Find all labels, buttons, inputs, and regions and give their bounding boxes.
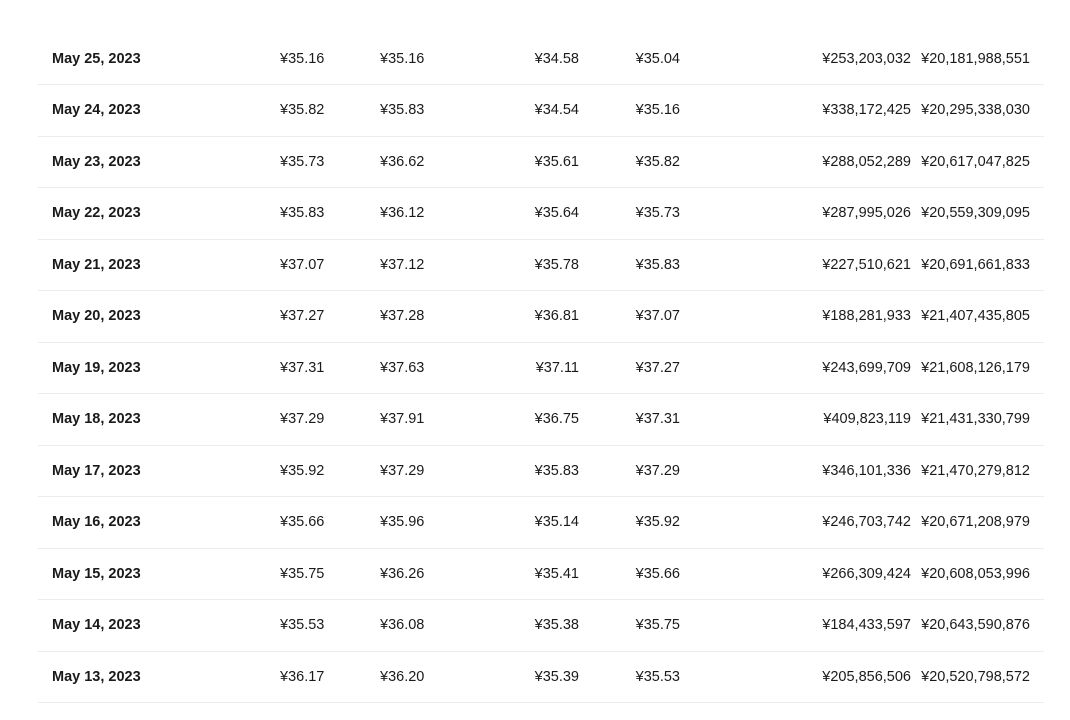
table-row	[38, 600, 1044, 652]
high-price-cell: ¥35.16	[366, 33, 466, 85]
high-price-cell: ¥37.29	[366, 445, 466, 497]
open-price-cell: ¥37.27	[266, 291, 366, 343]
low-price-cell: ¥35.61	[466, 136, 579, 188]
table-row	[38, 548, 1044, 600]
high-price-cell: ¥37.63	[366, 342, 466, 394]
date-cell: May 24, 2023	[38, 85, 266, 137]
market-cap-cell: ¥20,691,661,833	[911, 239, 1044, 291]
open-price-cell: ¥37.31	[266, 342, 366, 394]
open-price-cell: ¥35.75	[266, 548, 366, 600]
volume-cell: ¥338,172,425	[680, 85, 911, 137]
date-cell: May 14, 2023	[38, 600, 266, 652]
close-price-cell: ¥37.31	[579, 394, 680, 446]
volume-cell: ¥184,433,597	[680, 600, 911, 652]
high-price-cell: ¥37.28	[366, 291, 466, 343]
low-price-cell: ¥37.11	[466, 342, 579, 394]
table-body	[38, 33, 1044, 703]
close-price-cell: ¥35.83	[579, 239, 680, 291]
close-price-cell: ¥35.73	[579, 188, 680, 240]
close-price-cell: ¥35.92	[579, 497, 680, 549]
close-price-cell: ¥35.53	[579, 651, 680, 703]
high-price-cell: ¥36.62	[366, 136, 466, 188]
volume-cell: ¥243,699,709	[680, 342, 911, 394]
market-cap-cell: ¥20,617,047,825	[911, 136, 1044, 188]
open-price-cell: ¥35.92	[266, 445, 366, 497]
date-cell: May 21, 2023	[38, 239, 266, 291]
open-price-cell: ¥35.16	[266, 33, 366, 85]
market-cap-cell: ¥21,470,279,812	[911, 445, 1044, 497]
open-price-cell: ¥37.29	[266, 394, 366, 446]
market-cap-cell: ¥20,295,338,030	[911, 85, 1044, 137]
low-price-cell: ¥35.41	[466, 548, 579, 600]
date-cell: May 19, 2023	[38, 342, 266, 394]
high-price-cell: ¥37.91	[366, 394, 466, 446]
date-cell: May 22, 2023	[38, 188, 266, 240]
date-cell: May 23, 2023	[38, 136, 266, 188]
high-price-cell: ¥35.96	[366, 497, 466, 549]
close-price-cell: ¥35.04	[579, 33, 680, 85]
close-price-cell: ¥35.75	[579, 600, 680, 652]
market-cap-cell: ¥20,520,798,572	[911, 651, 1044, 703]
close-price-cell: ¥37.27	[579, 342, 680, 394]
market-cap-cell: ¥20,643,590,876	[911, 600, 1044, 652]
table-row	[38, 497, 1044, 549]
low-price-cell: ¥35.14	[466, 497, 579, 549]
open-price-cell: ¥35.66	[266, 497, 366, 549]
close-price-cell: ¥37.07	[579, 291, 680, 343]
volume-cell: ¥288,052,289	[680, 136, 911, 188]
table-row	[38, 342, 1044, 394]
market-cap-cell: ¥20,559,309,095	[911, 188, 1044, 240]
date-cell: May 18, 2023	[38, 394, 266, 446]
volume-cell: ¥346,101,336	[680, 445, 911, 497]
date-cell: May 17, 2023	[38, 445, 266, 497]
table-row	[38, 136, 1044, 188]
volume-cell: ¥409,823,119	[680, 394, 911, 446]
high-price-cell: ¥36.26	[366, 548, 466, 600]
open-price-cell: ¥35.73	[266, 136, 366, 188]
table-row	[38, 33, 1044, 85]
volume-cell: ¥188,281,933	[680, 291, 911, 343]
high-price-cell: ¥36.08	[366, 600, 466, 652]
close-price-cell: ¥35.16	[579, 85, 680, 137]
volume-cell: ¥287,995,026	[680, 188, 911, 240]
date-cell: May 16, 2023	[38, 497, 266, 549]
volume-cell: ¥266,309,424	[680, 548, 911, 600]
table-row	[38, 651, 1044, 703]
close-price-cell: ¥35.66	[579, 548, 680, 600]
low-price-cell: ¥35.38	[466, 600, 579, 652]
table-row	[38, 188, 1044, 240]
high-price-cell: ¥37.12	[366, 239, 466, 291]
table-row	[38, 85, 1044, 137]
high-price-cell: ¥36.12	[366, 188, 466, 240]
low-price-cell: ¥36.75	[466, 394, 579, 446]
low-price-cell: ¥35.83	[466, 445, 579, 497]
volume-cell: ¥205,856,506	[680, 651, 911, 703]
open-price-cell: ¥35.82	[266, 85, 366, 137]
market-cap-cell: ¥20,671,208,979	[911, 497, 1044, 549]
volume-cell: ¥227,510,621	[680, 239, 911, 291]
market-cap-cell: ¥21,431,330,799	[911, 394, 1044, 446]
table-row	[38, 291, 1044, 343]
close-price-cell: ¥35.82	[579, 136, 680, 188]
low-price-cell: ¥35.78	[466, 239, 579, 291]
table-row	[38, 394, 1044, 446]
low-price-cell: ¥34.54	[466, 85, 579, 137]
date-cell: May 15, 2023	[38, 548, 266, 600]
market-cap-cell: ¥21,608,126,179	[911, 342, 1044, 394]
historical-data-table-container	[38, 33, 1044, 703]
date-cell: May 25, 2023	[38, 33, 266, 85]
table-row	[38, 239, 1044, 291]
market-cap-cell: ¥20,181,988,551	[911, 33, 1044, 85]
market-cap-cell: ¥20,608,053,996	[911, 548, 1044, 600]
market-cap-cell: ¥21,407,435,805	[911, 291, 1044, 343]
open-price-cell: ¥35.53	[266, 600, 366, 652]
low-price-cell: ¥36.81	[466, 291, 579, 343]
open-price-cell: ¥37.07	[266, 239, 366, 291]
volume-cell: ¥253,203,032	[680, 33, 911, 85]
high-price-cell: ¥35.83	[366, 85, 466, 137]
close-price-cell: ¥37.29	[579, 445, 680, 497]
table-row	[38, 445, 1044, 497]
low-price-cell: ¥35.64	[466, 188, 579, 240]
volume-cell: ¥246,703,742	[680, 497, 911, 549]
low-price-cell: ¥35.39	[466, 651, 579, 703]
open-price-cell: ¥35.83	[266, 188, 366, 240]
open-price-cell: ¥36.17	[266, 651, 366, 703]
historical-data-table	[38, 33, 1044, 703]
high-price-cell: ¥36.20	[366, 651, 466, 703]
low-price-cell: ¥34.58	[466, 33, 579, 85]
date-cell: May 20, 2023	[38, 291, 266, 343]
date-cell: May 13, 2023	[38, 651, 266, 703]
